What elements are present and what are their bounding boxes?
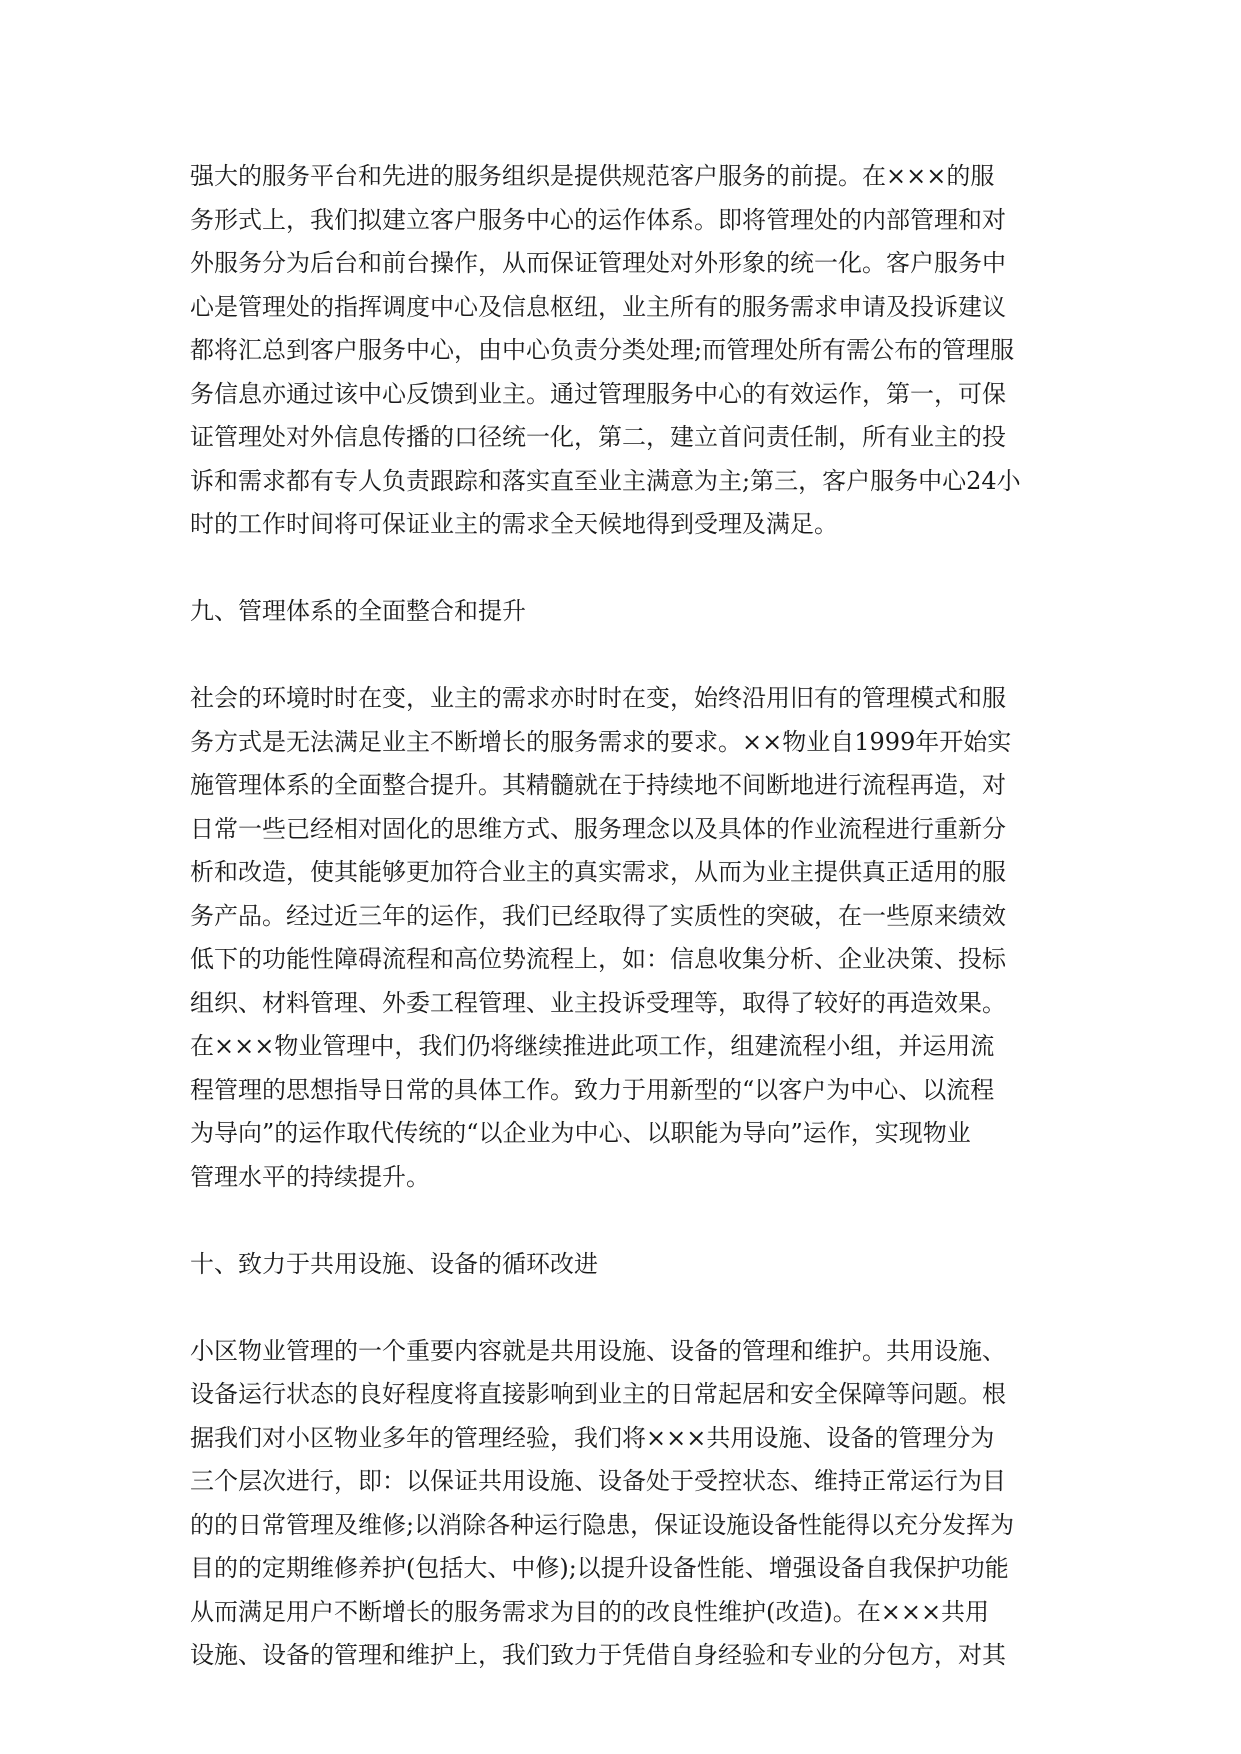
section-heading-9 xyxy=(190,590,1052,634)
text-line: 为导向”的运作取代传统的“以企业为中心、以职能为导向”运作，实现物业 xyxy=(190,1119,971,1147)
paragraph-intro xyxy=(190,155,1052,547)
text-line: 管理水平的持续提升。 xyxy=(190,1162,430,1191)
text-line: 设备运行状态的良好程度将直接影响到业主的日常起居和安全保障等问题。根 xyxy=(190,1380,1006,1408)
text-line: 外服务分为后台和前台操作，从而保证管理处对外形象的统一化。客户服务中 xyxy=(190,249,1006,277)
paragraph-gap xyxy=(190,1199,1052,1243)
text-line: 的的日常管理及维修;以消除各种运行隐患，保证设施设备性能得以充分发挥为 xyxy=(190,1510,1015,1539)
text-line: 目的的定期维修养护(包括大、中修);以提升设备性能、增强设备自我保护功能 xyxy=(190,1554,1009,1582)
text-line: 设施、设备的管理和维护上，我们致力于凭借自身经验和专业的分包方，对其 xyxy=(190,1641,1006,1669)
text-line: 心是管理处的指挥调度中心及信息枢纽，业主所有的服务需求申请及投诉建议 xyxy=(190,292,1006,321)
paragraph-gap xyxy=(190,634,1052,678)
text-line: 据我们对小区物业多年的管理经验，我们将×××共用设施、设备的管理分为 xyxy=(190,1423,995,1452)
text-line: 低下的功能性障碍流程和高位势流程上，如：信息收集分析、企业决策、投标 xyxy=(190,945,1006,973)
heading-text: 十、致力于共用设施、设备的循环改进 xyxy=(190,1249,598,1278)
text-line: 务产品。经过近三年的运作，我们已经取得了实质性的突破，在一些原来绩效 xyxy=(190,901,1006,930)
text-line: 析和改造，使其能够更加符合业主的真实需求，从而为业主提供真正适用的服 xyxy=(190,858,1006,886)
text-line: 组织、材料管理、外委工程管理、业主投诉受理等，取得了较好的再造效果。 xyxy=(190,988,1006,1017)
text-line: 时的工作时间将可保证业主的需求全天候地得到受理及满足。 xyxy=(190,510,838,538)
text-line: 从而满足用户不断增长的服务需求为目的的改良性维护(改造)。在×××共用 xyxy=(190,1597,990,1626)
text-line: 证管理处对外信息传播的口径统一化，第二，建立首问责任制，所有业主的投 xyxy=(190,423,1006,451)
text-line: 务形式上，我们拟建立客户服务中心的运作体系。即将管理处的内部管理和对 xyxy=(190,205,1006,234)
text-line: 社会的环境时时在变，业主的需求亦时时在变，始终沿用旧有的管理模式和服 xyxy=(190,684,1006,712)
text-line: 三个层次进行，即：以保证共用设施、设备处于受控状态、维持正常运行为目 xyxy=(190,1467,1006,1495)
heading-text: 九、管理体系的全面整合和提升 xyxy=(190,597,526,625)
text-line: 诉和需求都有专人负责跟踪和落实直至业主满意为主;第三，客户服务中心24小 xyxy=(190,466,1021,495)
text-line: 务信息亦通过该中心反馈到业主。通过管理服务中心的有效运作，第一，可保 xyxy=(190,379,1006,408)
paragraph-gap xyxy=(190,547,1052,591)
text-line: 强大的服务平台和先进的服务组织是提供规范客户服务的前提。在×××的服 xyxy=(190,162,995,190)
text-line: 在×××物业管理中，我们仍将继续推进此项工作，组建流程小组，并运用流 xyxy=(190,1032,995,1060)
text-line: 务方式是无法满足业主不断增长的服务需求的要求。××物业自1999年开始实 xyxy=(190,727,1012,756)
document-body xyxy=(190,155,1052,1678)
paragraph-gap xyxy=(190,1286,1052,1330)
text-line: 日常一些已经相对固化的思维方式、服务理念以及具体的作业流程进行重新分 xyxy=(190,814,1006,843)
text-line: 都将汇总到客户服务中心，由中心负责分类处理;而管理处所有需公布的管理服 xyxy=(190,336,1015,364)
paragraph-section-9 xyxy=(190,677,1052,1199)
section-heading-10 xyxy=(190,1243,1052,1287)
text-line: 施管理体系的全面整合提升。其精髓就在于持续地不间断地进行流程再造，对 xyxy=(190,771,1006,799)
text-line: 程管理的思想指导日常的具体工作。致力于用新型的“以客户为中心、以流程 xyxy=(190,1075,995,1104)
paragraph-section-10 xyxy=(190,1330,1052,1678)
text-line: 小区物业管理的一个重要内容就是共用设施、设备的管理和维护。共用设施、 xyxy=(190,1336,1006,1365)
